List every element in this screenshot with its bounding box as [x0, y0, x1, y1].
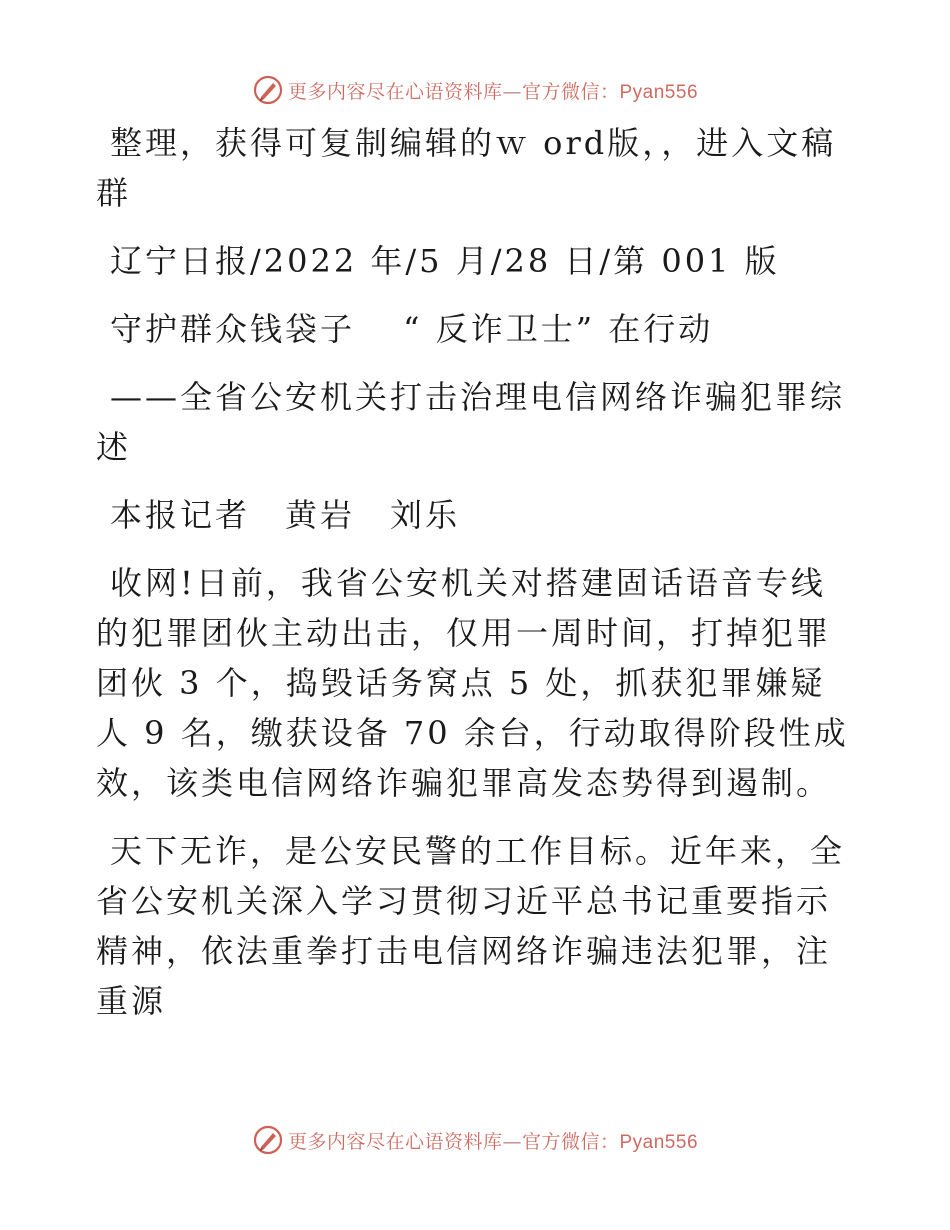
- watermark-contact-id: Pyan556: [619, 1131, 699, 1153]
- document-body: [96, 118, 856, 1044]
- body-paragraph-2: 天下无诈，是公安民警的工作目标。近年来，全省公安机关深入学习贯彻习近平总书记重要指示精神，依法重拳打击电信网络诈骗违法犯罪，注重源: [96, 832, 846, 1020]
- watermark-contact-label: 官方微信：: [521, 80, 620, 103]
- watermark-text: [288, 77, 698, 104]
- pen-circle-logo-icon: [252, 74, 284, 106]
- source-line: 辽宁日报/2022 年/5 月/28 日/第 001 版: [110, 242, 780, 280]
- article-title: 守护群众钱袋子 “ 反诈卫士” 在行动: [110, 310, 714, 348]
- body-paragraph-1: 收网!日前，我省公安机关对搭建固话语音专线的犯罪团伙主动出击，仅用一周时间，打掉犯罪团伙 3 个，捣毁话务窝点 5 处，抓获犯罪嫌疑人 9 名，缴获设备 70 余台，行动取得阶段性成效，该类电信网络诈骗犯罪高发态势得到遏制。: [96, 564, 849, 802]
- intro-note-paragraph: 整理，获得可复制编辑的ｗ ord版，，进入文稿群: [96, 124, 837, 212]
- watermark-contact-label: 官方微信：: [521, 1130, 620, 1153]
- footer-watermark-banner: [0, 1120, 950, 1160]
- watermark-site-name: 更多内容尽在心语资料库: [287, 1130, 503, 1153]
- pen-circle-logo-icon: [252, 1124, 284, 1156]
- watermark-contact-id: Pyan556: [619, 81, 699, 103]
- watermark-text: [288, 1127, 698, 1154]
- header-watermark-banner: [0, 70, 950, 110]
- watermark-separator: —: [502, 1130, 522, 1153]
- watermark-separator: —: [502, 80, 522, 103]
- byline: 本报记者 黄岩 刘乐: [110, 496, 461, 534]
- article-subtitle: ——全省公安机关打击治理电信网络诈骗犯罪综述: [96, 378, 846, 466]
- watermark-site-name: 更多内容尽在心语资料库: [287, 80, 503, 103]
